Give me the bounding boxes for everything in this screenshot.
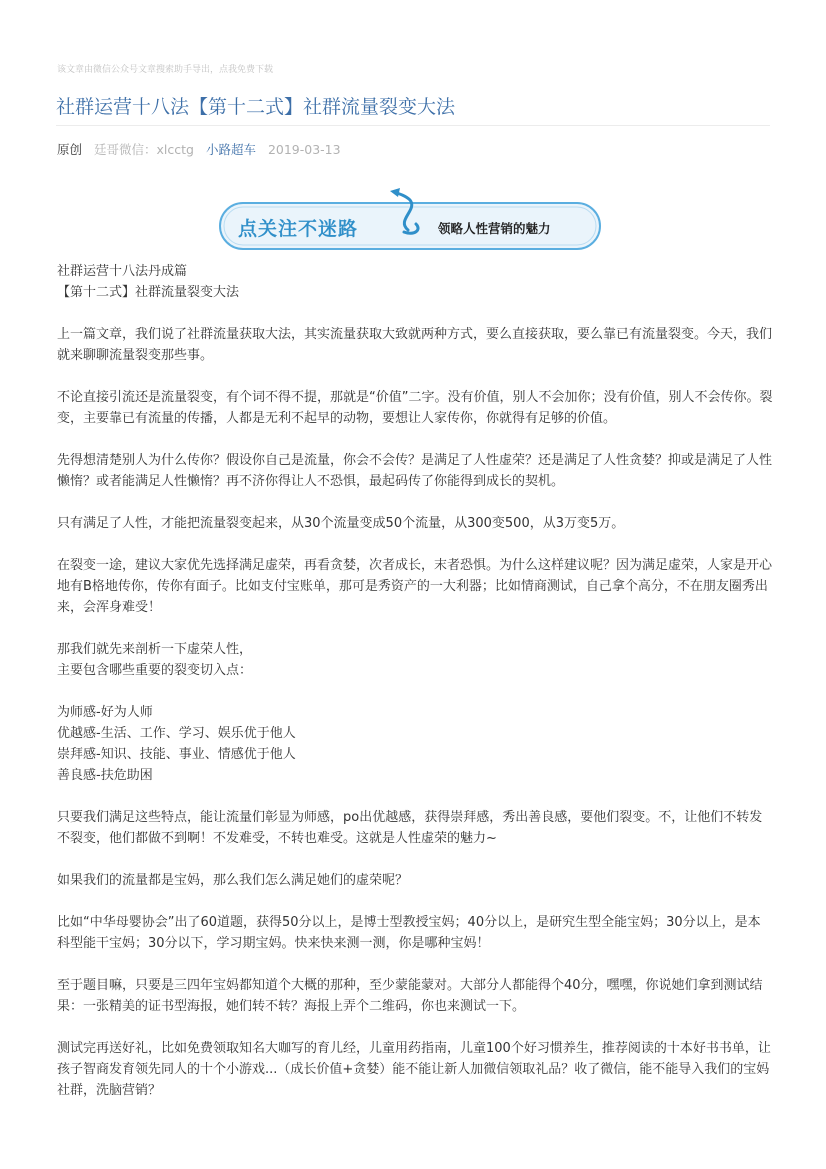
article-body	[57, 261, 773, 1122]
article-title: 社群运营十八法【第十二式】社群流量裂变大法	[56, 96, 456, 118]
banner-sub-text: 领略人性营销的魅力	[438, 221, 551, 236]
paragraph-11: 测试完再送好礼，比如免费领取知名大咖写的育儿经，儿童用药指南，儿童100个好习惯养生，推荐阅读的十本好书书单，让孩子智商发育领先同人的十个小游戏...（成长价值+贪婪）能不能让新人加微信领取礼品？收了微信，能不能导入我们的宝妈社群，洗脑营销？	[57, 1041, 771, 1098]
paragraph-3: 先得想清楚别人为什么传你？假设你自己是流量，你会不会传？是满足了人性虚荣？还是满足了人性贪婪？抑或是满足了人性懒惰？或者能满足人性懒惰？再不济你得让人不恐惧，最起码传了你能得到成长的契机。	[57, 453, 773, 489]
paragraph-9: 比如“中华母婴协会”出了60道题，获得50分以上，是博士型教授宝妈；40分以上，是研究生型全能宝妈；30分以上，是本科型能干宝妈；30分以下，学习期宝妈。快来快来测一测，你是哪种宝妈！	[57, 915, 761, 951]
list-item: 优越感-生活、工作、学习、娱乐优于他人	[57, 726, 296, 741]
title-divider	[56, 125, 770, 126]
publish-date: 2019-03-13	[267, 142, 341, 157]
intro-line-2: 【第十二式】社群流量裂变大法	[57, 285, 240, 300]
paragraph-5: 在裂变一途，建议大家优先选择满足虚荣，再看贪婪，次者成长，末者恐惧。为什么这样建议呢？因为满足虚荣，人家是开心地有B格地传你，传你有面子。比如支付宝账单，那可是秀资产的一大利器；比如情商测试，自己拿个高分，不在朋友圈秀出来，会浑身难受！	[57, 558, 773, 615]
author-link[interactable]: 小路超车	[205, 142, 256, 157]
intro-line-1: 社群运营十八法丹成篇	[57, 264, 188, 279]
vanity-list	[57, 702, 773, 786]
paragraph-4: 只有满足了人性，才能把流量裂变起来，从30个流量变成50个流量，从300变500，从3万变5万。	[57, 516, 625, 531]
banner-main-text: 点关注不迷路	[238, 218, 359, 240]
list-item: 崇拜感-知识、技能、事业、情感优于他人	[57, 747, 296, 762]
paragraph-6	[57, 639, 773, 681]
export-note-link[interactable]: 该文章由微信公众号文章搜索助手导出，点我免费下载	[57, 65, 274, 75]
paragraph-7: 只要我们满足这些特点，能让流量们彰显为师感，po出优越感，获得崇拜感，秀出善良感，要他们裂变。不，让他们不转发不裂变，他们都做不到啊！不发难受，不转也难受。这就是人性虚荣的魅力~	[57, 810, 763, 846]
arrow-head-icon	[390, 188, 400, 197]
article-meta	[57, 140, 349, 158]
intro-block	[57, 261, 773, 303]
paragraph-6-line-1: 那我们就先来剖析一下虚荣人性，	[57, 642, 253, 657]
follow-banner	[218, 186, 602, 252]
paragraph-10: 至于题目嘛，只要是三四年宝妈都知道个大概的那种，至少蒙能蒙对。大部分人都能得个40分，嘿嘿，你说她们拿到测试结果：一张精美的证书型海报，她们转不转？海报上弄个二维码，你也来测试一下。	[57, 978, 763, 1014]
paragraph-8: 如果我们的流量都是宝妈，那么我们怎么满足她们的虚荣呢？	[57, 873, 409, 888]
paragraph-1: 上一篇文章，我们说了社群流量获取大法，其实流量获取大致就两种方式，要么直接获取，要么靠已有流量裂变。今天，我们就来聊聊流量裂变那些事。	[57, 327, 773, 363]
original-badge: 原创	[57, 142, 83, 157]
wechat-id: 廷哥微信：xlcctg	[94, 142, 194, 157]
list-item: 善良感-扶危助困	[57, 768, 153, 783]
paragraph-2: 不论直接引流还是流量裂变，有个词不得不提，那就是“价值”二字。没有价值，别人不会加你；没有价值，别人不会传你。裂变，主要靠已有流量的传播，人都是无利不起早的动物，要想让人家传你，你就得有足够的价值。	[57, 390, 773, 426]
list-item: 为师感-好为人师	[57, 705, 153, 720]
paragraph-6-line-2: 主要包含哪些重要的裂变切入点：	[57, 663, 253, 678]
